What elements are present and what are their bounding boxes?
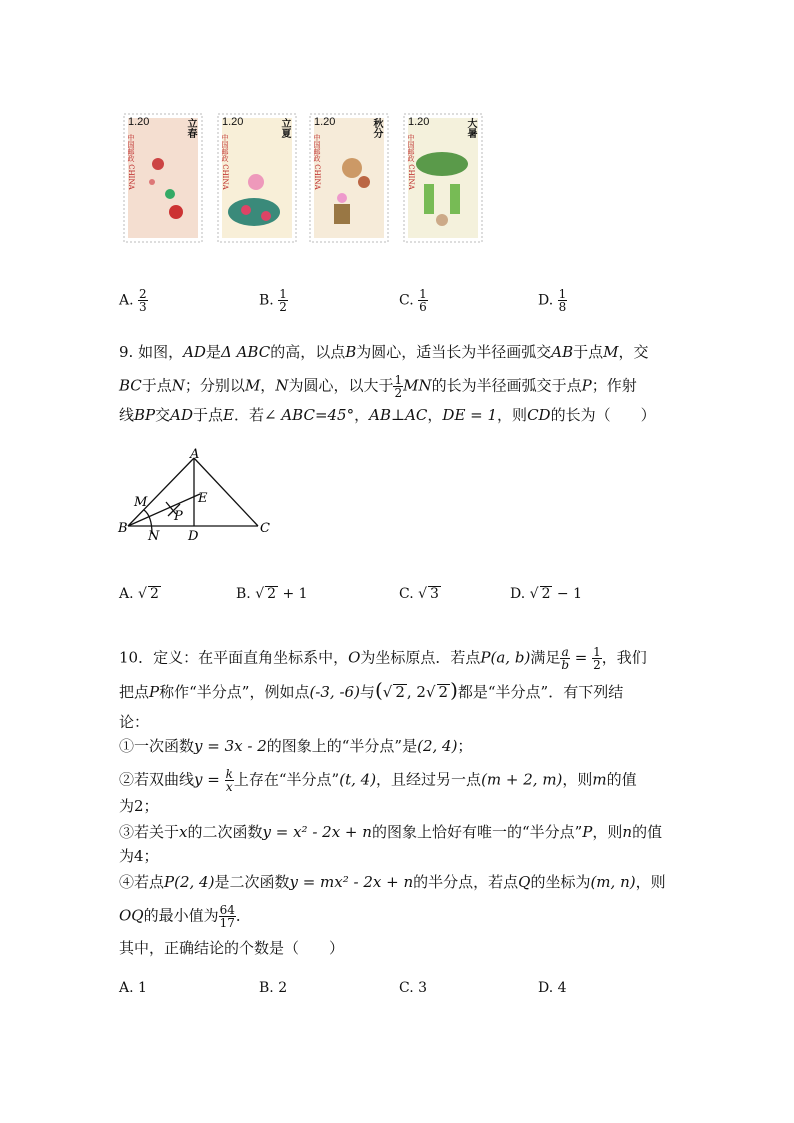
q10-line-1: 10．定义：在平面直角坐标系中，O为坐标原点．若点P(a, b)满足 $\frac{a}{b}$ = $\frac{1}{2}$ ，我们: [119, 645, 647, 672]
stamp-country: 中国邮政 CHINA: [313, 134, 321, 190]
triangle-figure: [110, 440, 280, 550]
fraction: $\frac{1}{2}$: [593, 645, 601, 672]
fraction: $\frac{1}{8}$: [558, 287, 567, 314]
q8-option-b[interactable]: B. $\frac{1}{2}$: [259, 287, 287, 314]
fraction: $\frac{1}{2}$: [279, 287, 287, 314]
q9-option-b[interactable]: B. √ 2 + 1: [236, 586, 308, 602]
stamp-title: 大暑: [465, 118, 476, 138]
label-m: M: [134, 495, 148, 510]
stamp-country: 中国邮政 CHINA: [127, 134, 135, 190]
label-b: B: [118, 521, 128, 536]
q10-statement-1: ①一次函数y = 3x - 2的图象上的“半分点”是(2, 4)；: [119, 737, 473, 755]
fraction: $\frac{1}{2}$: [394, 373, 403, 400]
q8-option-a[interactable]: A. $\frac{2}{3}$: [119, 287, 147, 314]
fraction: $\frac{a}{b}$: [561, 645, 570, 672]
q9-line-1: 9. 如图，AD是Δ ABC的高，以点B为圆心，适当长为半径画弧交AB于点M，交: [119, 343, 649, 361]
q10-option-b[interactable]: B. 2: [259, 980, 288, 996]
q10-option-c[interactable]: C. 3: [399, 980, 428, 996]
label-d: D: [188, 529, 199, 544]
q8-option-c[interactable]: C. $\frac{1}{6}$: [399, 287, 427, 314]
stamp-qiufen: [308, 112, 390, 244]
label-e: E: [198, 491, 208, 506]
segment-ab: [128, 458, 194, 526]
stamp-lixia: [216, 112, 298, 244]
label-n: N: [148, 529, 160, 544]
q8-option-d[interactable]: D. $\frac{1}{8}$: [538, 287, 567, 314]
stamp-denomination: 1.20: [222, 116, 244, 128]
q10-line-3: 论：: [119, 713, 150, 731]
stamp-title: 立夏: [279, 118, 290, 138]
q10-option-a[interactable]: A. 1: [119, 980, 147, 996]
fraction: $\frac{64}{17}$: [219, 903, 235, 930]
q10-statement-3-cont: 为4；: [119, 847, 159, 865]
q10-option-d[interactable]: D. 4: [538, 980, 567, 996]
stamp-denomination: 1.20: [128, 116, 150, 128]
q10-statement-3: ③若关于x的二次函数y = x² - 2x + n的图象上恰好有唯一的“半分点”P，则n的值: [119, 823, 663, 841]
label-c: C: [260, 521, 270, 536]
fraction: $\frac{k}{x}$: [225, 767, 233, 794]
stamp-denomination: 1.20: [314, 116, 336, 128]
q10-statement-4-cont: OQ的最小值为 $\frac{64}{17}$ ．: [119, 903, 251, 930]
fraction: $\frac{2}{3}$: [139, 287, 147, 314]
label-p: P: [174, 509, 183, 524]
q9-option-d[interactable]: D. √ 2 − 1: [510, 586, 583, 602]
q9-option-a[interactable]: A. √ 2: [119, 586, 159, 602]
stamp-denomination: 1.20: [408, 116, 430, 128]
q10-statement-2: ②若双曲线y = $\frac{k}{x}$ 上存在“半分点”(t, 4)，且经过另一点(m + 2, m)，则m的值: [119, 767, 637, 794]
q9-line-3: 线BP交AD于点E．若∠ ABC=45°，AB⊥AC，DE = 1，则CD的长为（ ）: [119, 406, 656, 424]
q9-line-2: BC于点N；分别以M，N为圆心，以大于 $\frac{1}{2}$ MN的长为半径画弧交于点P；作射: [119, 373, 637, 400]
stamp-country: 中国邮政 CHINA: [407, 134, 415, 190]
stamp-title: 立春: [185, 118, 196, 138]
stamp-lichun: [122, 112, 204, 244]
stamp-country: 中国邮政 CHINA: [221, 134, 229, 190]
q10-statement-2-cont: 为2；: [119, 797, 159, 815]
q10-closing: 其中，正确结论的个数是（ ）: [119, 939, 345, 957]
stamp-dashu: [402, 112, 484, 244]
q9-option-c[interactable]: C. √ 3: [399, 586, 439, 602]
label-a: A: [190, 447, 200, 462]
stamp-title: 秋分: [371, 118, 382, 138]
q10-line-2: 把点P称作“半分点”，例如点(-3, -6)与(√ 2 , 2√ 2 )都是“半分点”．有下列结: [119, 678, 624, 702]
fraction: $\frac{1}{6}$: [419, 287, 427, 314]
q10-statement-4: ④若点P(2, 4)是二次函数y = mx² - 2x + n的半分点，若点Q的坐标为(m, n)，则: [119, 873, 666, 891]
